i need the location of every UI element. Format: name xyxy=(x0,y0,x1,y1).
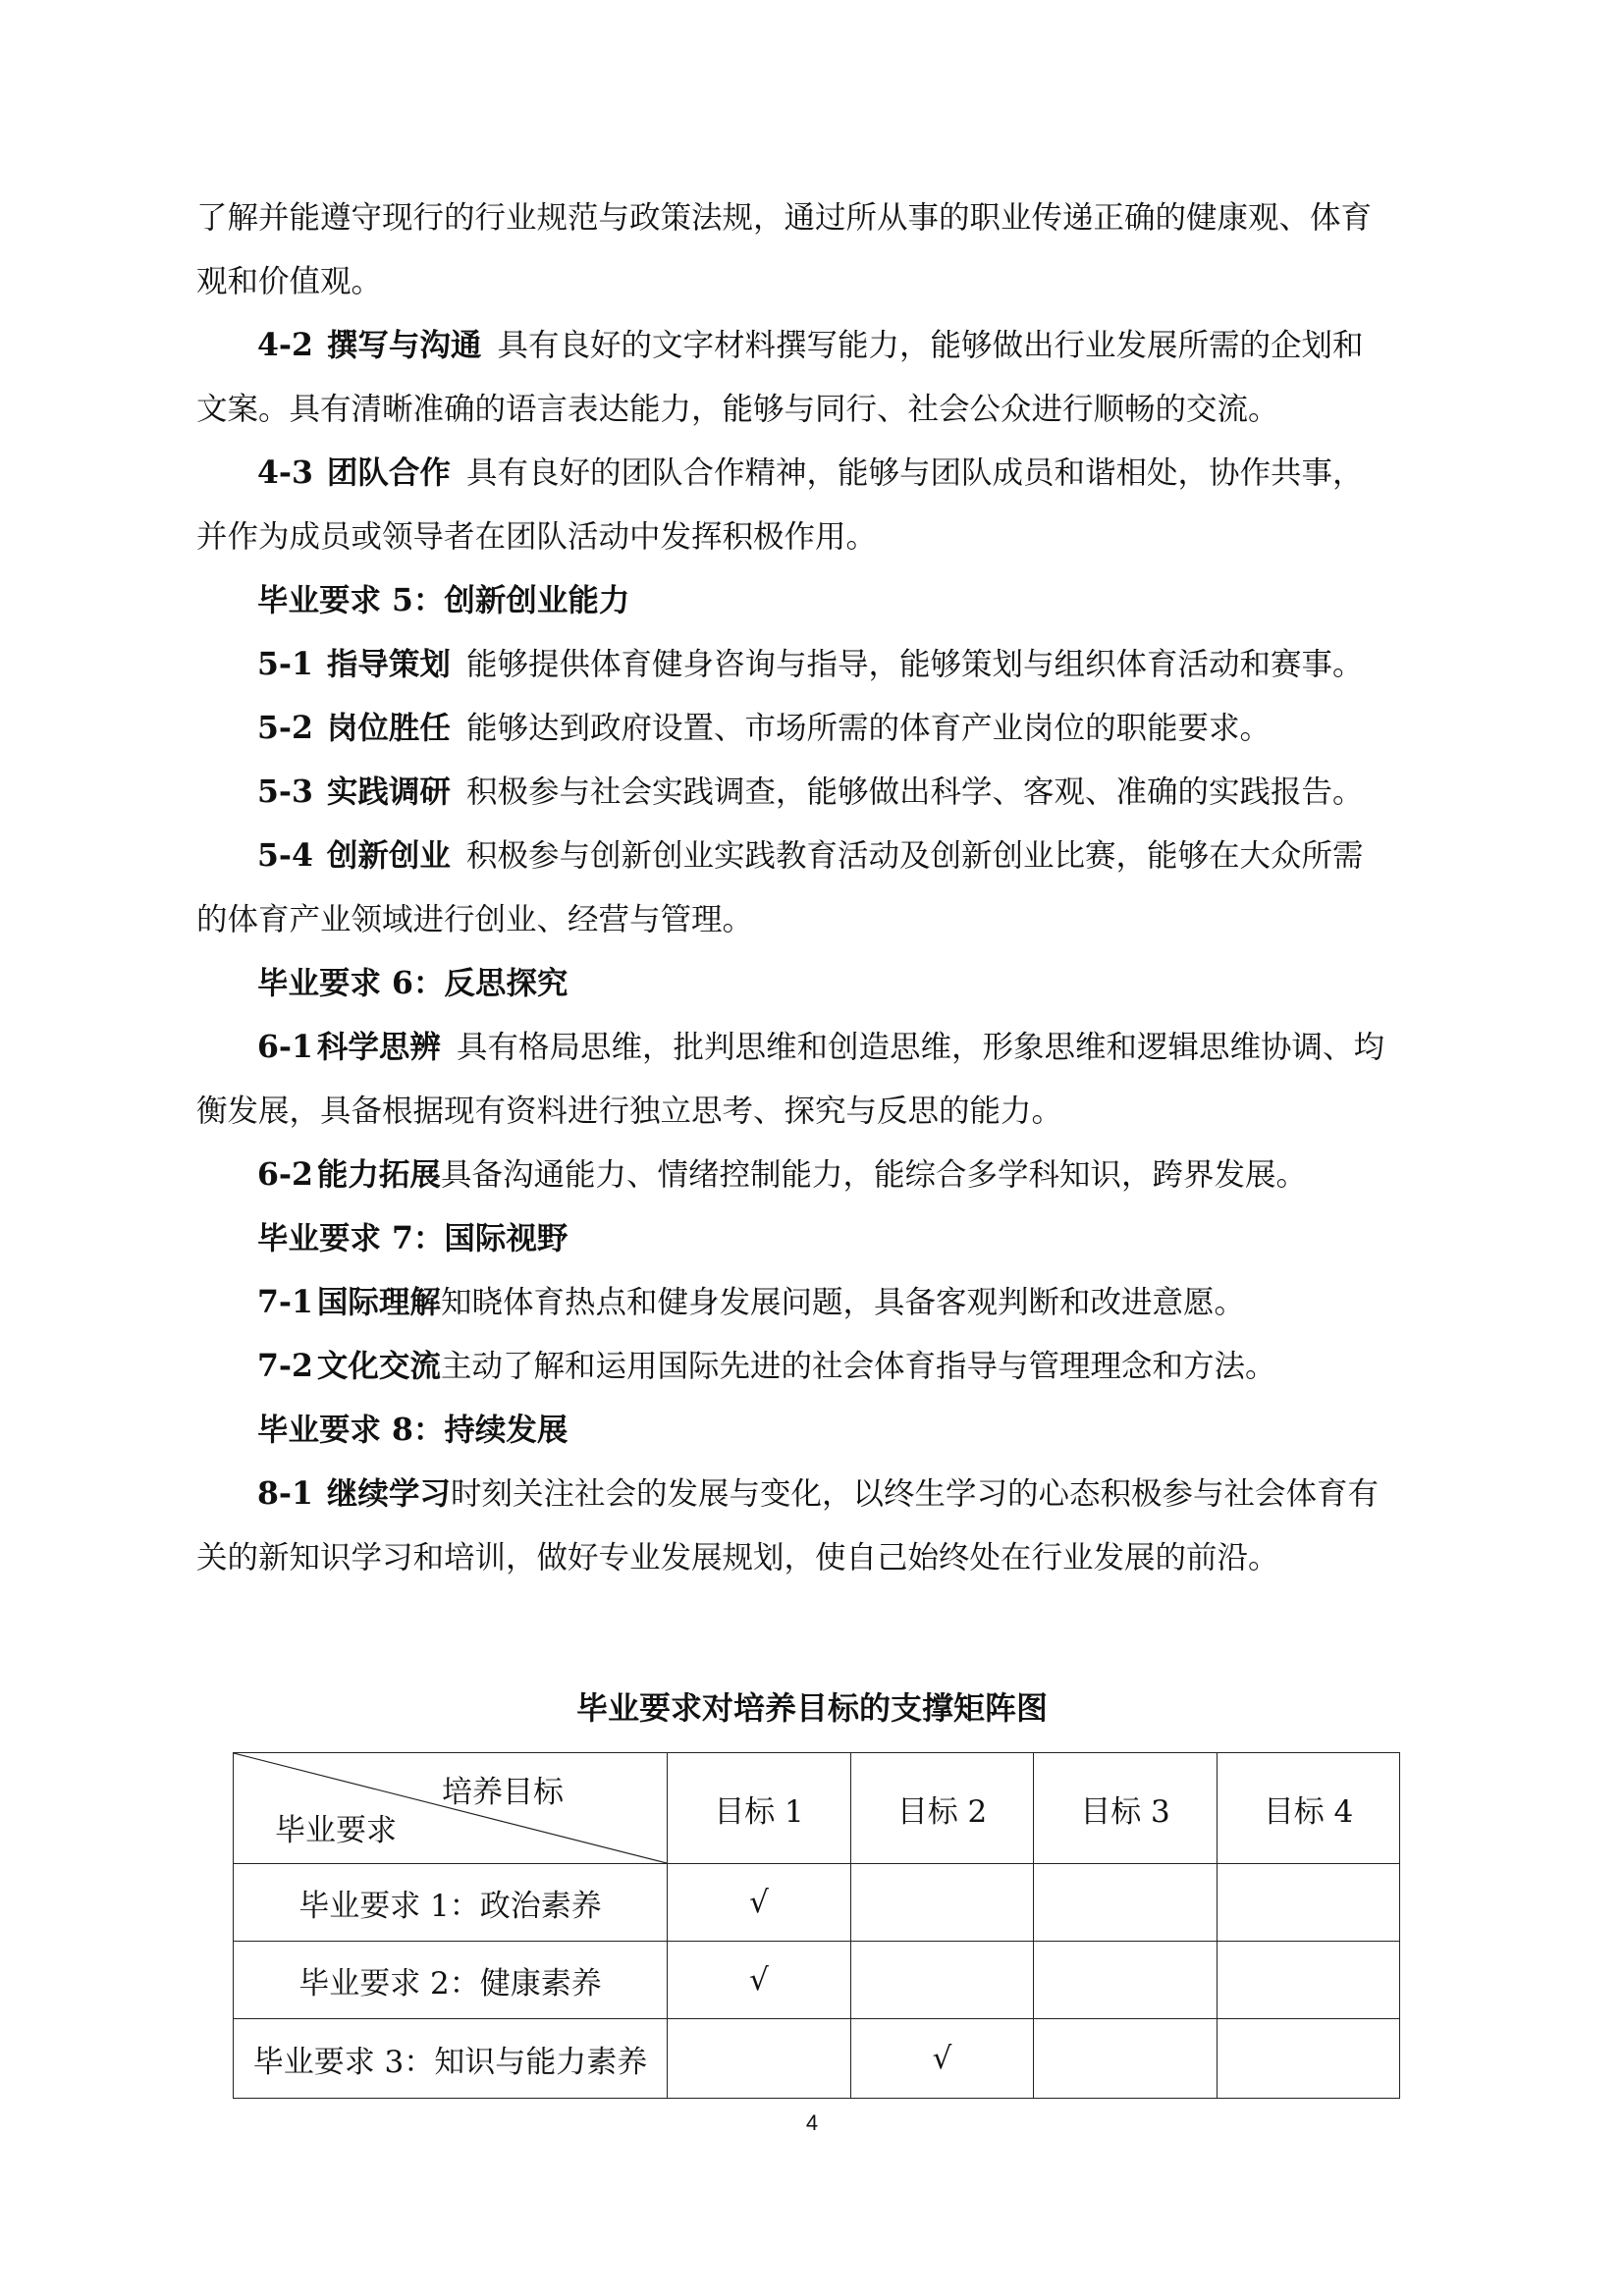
item-code: 4-3 xyxy=(257,454,313,491)
section-heading-6: 毕业要求 6：反思探究 xyxy=(257,965,568,1001)
item-code: 6-1 xyxy=(257,1029,313,1065)
check-cell xyxy=(668,2019,851,2099)
support-matrix-table xyxy=(233,1752,1400,2099)
item-code: 4-2 xyxy=(257,327,313,363)
row-label: 毕业要求 2：健康素养 xyxy=(234,1942,668,2019)
item-code: 5-2 xyxy=(257,710,313,746)
requirement-7-2 xyxy=(257,1342,1275,1391)
check-cell xyxy=(1034,1942,1218,2019)
item-heading: 实践调研 xyxy=(326,774,451,810)
paragraph-line: 关的新知识学习和培训，做好专业发展规划，使自己始终处在行业发展的前沿。 xyxy=(196,1540,1279,1575)
section-heading-8: 毕业要求 8：持续发展 xyxy=(257,1412,568,1448)
requirement-7-1 xyxy=(257,1278,1245,1327)
requirement-6-1 xyxy=(257,1023,1384,1072)
requirement-4-2 xyxy=(257,321,1363,370)
item-code: 8-1 xyxy=(257,1475,313,1512)
item-text: 具有良好的文字材料撰写能力，能够做出行业发展所需的企划和 xyxy=(497,328,1364,363)
item-code: 5-1 xyxy=(257,646,313,682)
corner-label-bottom: 毕业要求 xyxy=(275,1813,397,1848)
requirement-8-1 xyxy=(257,1469,1379,1519)
table-row xyxy=(234,1864,1400,1942)
column-header: 目标 1 xyxy=(668,1753,851,1864)
section-heading-7: 毕业要求 7：国际视野 xyxy=(257,1220,568,1256)
row-label: 毕业要求 1：政治素养 xyxy=(234,1864,668,1942)
table-row xyxy=(234,1942,1400,2019)
table-header-row xyxy=(234,1753,1400,1864)
check-cell xyxy=(851,1942,1034,2019)
requirement-6-2 xyxy=(257,1150,1307,1200)
requirement-4-3 xyxy=(257,449,1363,498)
item-text: 时刻关注社会的发展与变化，以终生学习的心态积极参与社会体育有 xyxy=(450,1476,1379,1512)
item-heading: 撰写与沟通 xyxy=(326,327,482,363)
item-heading: 国际理解 xyxy=(316,1284,441,1320)
check-cell: √ xyxy=(668,1942,851,2019)
item-text: 知晓体育热点和健身发展问题，具备客观判断和改进意愿。 xyxy=(440,1285,1245,1320)
item-heading: 团队合作 xyxy=(326,454,451,491)
item-heading: 文化交流 xyxy=(316,1348,441,1384)
section-heading-5: 毕业要求 5：创新创业能力 xyxy=(257,582,630,618)
item-heading: 指导策划 xyxy=(326,646,451,682)
check-cell xyxy=(1218,1942,1400,2019)
item-text: 积极参与创新创业实践教育活动及创新创业比赛，能够在大众所需 xyxy=(465,838,1364,874)
item-text: 具有良好的团队合作精神，能够与团队成员和谐相处，协作共事， xyxy=(465,455,1364,491)
paragraph-line: 衡发展，具备根据现有资料进行独立思考、探究与反思的能力。 xyxy=(196,1094,1063,1129)
requirement-5-1 xyxy=(257,640,1363,689)
check-cell xyxy=(851,1864,1034,1942)
table-row xyxy=(234,2019,1400,2099)
paragraph-line: 文案。具有清晰准确的语言表达能力，能够与同行、社会公众进行顺畅的交流。 xyxy=(196,392,1279,427)
item-code: 5-3 xyxy=(257,774,313,810)
item-heading: 岗位胜任 xyxy=(326,710,451,746)
paragraph-line: 了解并能遵守现行的行业规范与政策法规，通过所从事的职业传递正确的健康观、体育 xyxy=(196,200,1373,236)
check-cell xyxy=(1218,1864,1400,1942)
check-cell xyxy=(1034,1864,1218,1942)
item-text: 具备沟通能力、情绪控制能力，能综合多学科知识，跨界发展。 xyxy=(440,1157,1307,1193)
paragraph-line: 的体育产业领域进行创业、经营与管理。 xyxy=(196,902,754,937)
table-title: 毕业要求对培养目标的支撑矩阵图 xyxy=(575,1689,1048,1727)
requirement-5-4 xyxy=(257,831,1363,881)
requirement-5-2 xyxy=(257,704,1271,753)
check-cell xyxy=(1034,2019,1218,2099)
item-text: 主动了解和运用国际先进的社会体育指导与管理理念和方法。 xyxy=(440,1349,1276,1384)
check-cell: √ xyxy=(851,2019,1034,2099)
item-code: 7-1 xyxy=(257,1284,313,1320)
item-heading: 科学思辨 xyxy=(316,1029,441,1065)
item-heading: 能力拓展 xyxy=(316,1156,441,1193)
item-text: 能够达到政府设置、市场所需的体育产业岗位的职能要求。 xyxy=(465,711,1271,746)
item-text: 能够提供体育健身咨询与指导，能够策划与组织体育活动和赛事。 xyxy=(465,647,1364,682)
column-header: 目标 4 xyxy=(1218,1753,1400,1864)
check-cell: √ xyxy=(668,1864,851,1942)
paragraph-line: 并作为成员或领导者在团队活动中发挥积极作用。 xyxy=(196,519,878,555)
item-code: 5-4 xyxy=(257,837,313,874)
page-number: 4 xyxy=(805,2110,819,2135)
item-heading: 继续学习 xyxy=(326,1475,451,1512)
item-text: 具有格局思维，批判思维和创造思维，形象思维和逻辑思维协调、均 xyxy=(456,1030,1384,1065)
item-code: 7-2 xyxy=(257,1348,313,1384)
paragraph-line: 观和价值观。 xyxy=(196,264,383,299)
check-cell xyxy=(1218,2019,1400,2099)
row-label: 毕业要求 3：知识与能力素养 xyxy=(234,2019,668,2099)
diagonal-header-cell xyxy=(234,1753,668,1864)
column-header: 目标 2 xyxy=(851,1753,1034,1864)
item-text: 积极参与社会实践调查，能够做出科学、客观、准确的实践报告。 xyxy=(465,774,1364,810)
item-code: 6-2 xyxy=(257,1156,313,1193)
column-header: 目标 3 xyxy=(1034,1753,1218,1864)
item-heading: 创新创业 xyxy=(326,837,451,874)
requirement-5-3 xyxy=(257,768,1363,817)
corner-label-top: 培养目标 xyxy=(442,1775,564,1810)
